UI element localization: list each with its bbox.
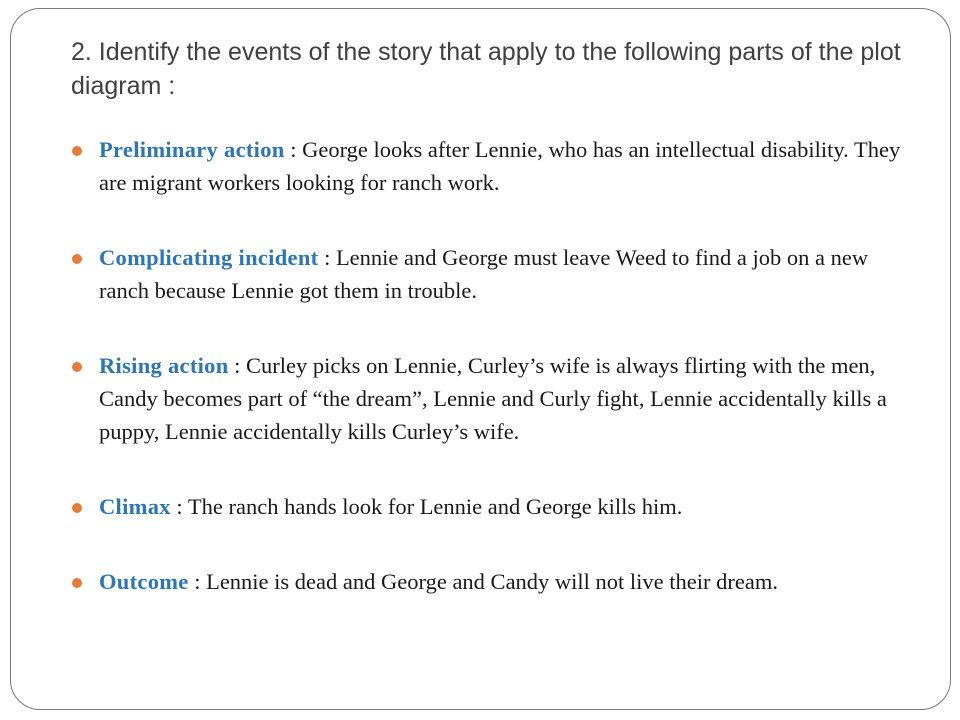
bullet-text: : Lennie is dead and George and Candy will not live their dream.	[188, 569, 778, 594]
bullet-term: Rising action	[99, 353, 229, 378]
bullet-list	[71, 133, 901, 598]
bullet-text: : Lennie and George must leave Weed to find a job on a new ranch because Lennie got them in trouble.	[99, 245, 869, 303]
bullet-item-climax	[71, 490, 901, 523]
bullet-term: Preliminary action	[99, 137, 285, 162]
bullet-dot-icon	[72, 503, 82, 513]
bullet-item-rising-action	[71, 349, 901, 448]
bullet-item-preliminary-action	[71, 133, 901, 199]
bullet-term: Complicating incident	[99, 245, 319, 270]
bullet-term: Outcome	[99, 569, 189, 594]
bullet-text: : Curley picks on Lennie, Curley’s wife is always flirting with the men, Candy becomes part of “the dream”, Lennie and Curly fight, Lennie accidentally kills a puppy, Lennie accidentally kills Curley’s wife.	[99, 353, 887, 444]
bullet-dot-icon	[72, 362, 82, 372]
bullet-item-outcome	[71, 565, 901, 598]
bullet-dot-icon	[72, 146, 82, 156]
bullet-dot-icon	[72, 254, 82, 264]
slide-title: 2. Identify the events of the story that apply to the following parts of the plot diagram :	[71, 38, 901, 100]
bullet-text: : The ranch hands look for Lennie and George kills him.	[170, 494, 683, 519]
bullet-dot-icon	[72, 578, 82, 588]
slide-frame	[10, 8, 951, 710]
bullet-text: : George looks after Lennie, who has an intellectual disability. They are migrant workers looking for ranch work.	[99, 137, 901, 195]
bullet-term: Climax	[99, 494, 171, 519]
bullet-item-complicating-incident	[71, 241, 901, 307]
